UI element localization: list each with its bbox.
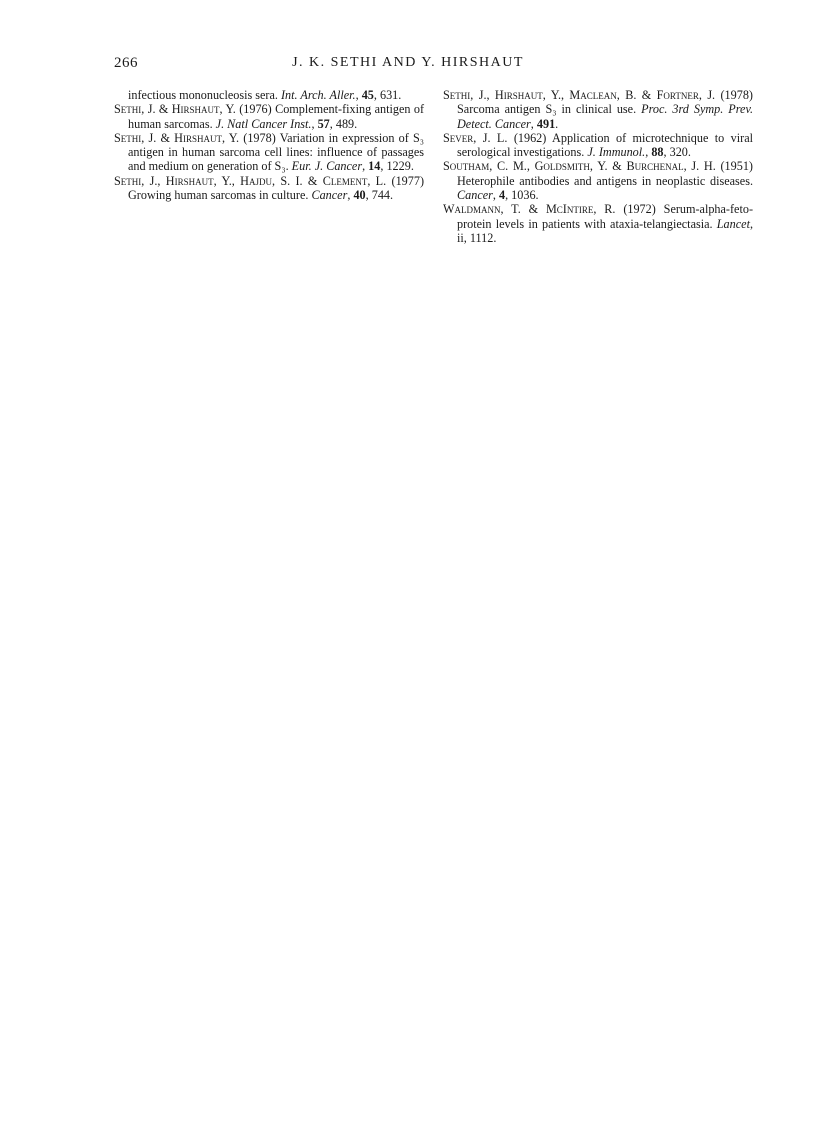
reference-separator: , [355,88,362,102]
reference-separator: , [530,116,537,131]
reference-entry [114,131,424,174]
reference-journal: Proc. 3rd Symp. Prev. Detect. Cancer [457,102,753,131]
reference-journal: Eur. J. Cancer [291,159,363,174]
reference-text: (1976) Complement-fixing antigen of human sarcomas. [128,102,424,131]
references-left-column [114,88,424,202]
reference-separator: , [311,116,318,131]
reference-authors: Sethi, J. & Hirshaut, Y. [114,130,240,145]
reference-entry [114,88,424,102]
reference-text: (1978) Sarcoma antigen S₃ in clinical use. [457,88,753,117]
reference-volume: 57 [317,116,330,131]
reference-separator: , [492,188,499,203]
reference-journal: Cancer [457,188,493,203]
reference-pages: , 1036. [505,188,539,203]
reference-authors: Waldmann, T. & McIntire, R. [443,202,616,217]
reference-entry [443,88,753,131]
reference-authors: Sethi, J. & Hirshaut, Y. [114,102,236,117]
reference-authors: Sever, J. L. [443,130,508,145]
page-number: 266 [114,55,138,71]
reference-journal: Cancer [311,188,348,203]
reference-entry [443,202,753,245]
reference-entry [114,174,424,203]
reference-text: (1977) Growing human sarcomas in culture. [128,173,424,203]
reference-pages: , 320. [663,145,691,160]
reference-entry [443,159,753,202]
reference-text: infectious mononucleosis sera. [128,88,281,102]
reference-volume: 45 [361,88,374,102]
reference-pages: , 744. [365,188,394,203]
reference-volume: 4 [498,188,506,203]
reference-separator: , [645,145,652,160]
references-right-column [443,88,753,245]
reference-volume: 14 [368,159,381,174]
reference-authors: Sethi, J., Hirshaut, Y., Maclean, B. & Fortner, J. [443,88,716,102]
reference-separator: , [362,159,369,174]
reference-journal: J. Natl Cancer Inst. [215,116,312,131]
reference-volume: 491 [536,116,556,131]
reference-separator: , [347,188,354,203]
reference-pages: , 631. [373,88,402,102]
reference-pages: , 489. [329,116,358,131]
reference-text: (1951) Heterophile antibodies and antigens in neoplastic diseases. [457,159,753,188]
reference-pages: 1112. [469,230,497,245]
reference-text: (1978) Variation in expression of S₃ antigen in human sarcoma cell lines: influence of passages and medium on generation of S₃. [128,130,424,174]
reference-entry [443,131,753,160]
reference-separator: , ii, [457,216,753,245]
reference-text: (1972) Serum-alpha-feto-protein levels in patients with ataxia-telangiectasia. [457,202,753,231]
reference-authors: Sethi, J., Hirshaut, Y., Hajdu, S. I. & Clement, L. [114,173,387,188]
reference-journal: Lancet [716,216,750,231]
reference-journal: Int. Arch. Aller. [281,88,356,102]
reference-volume: 40 [353,188,366,203]
reference-text: (1962) Application of microtechnique to viral serological investigations. [457,130,753,160]
reference-volume: 88 [651,145,664,160]
reference-journal: J. Immunol. [587,145,646,160]
reference-pages: . [555,116,559,131]
reference-pages: , 1229. [380,159,414,174]
reference-entry [114,102,424,131]
running-head: J. K. SETHI AND Y. HIRSHAUT [292,55,524,70]
reference-authors: Southam, C. M., Goldsmith, Y. & Burchenal, J. H. [443,159,716,174]
